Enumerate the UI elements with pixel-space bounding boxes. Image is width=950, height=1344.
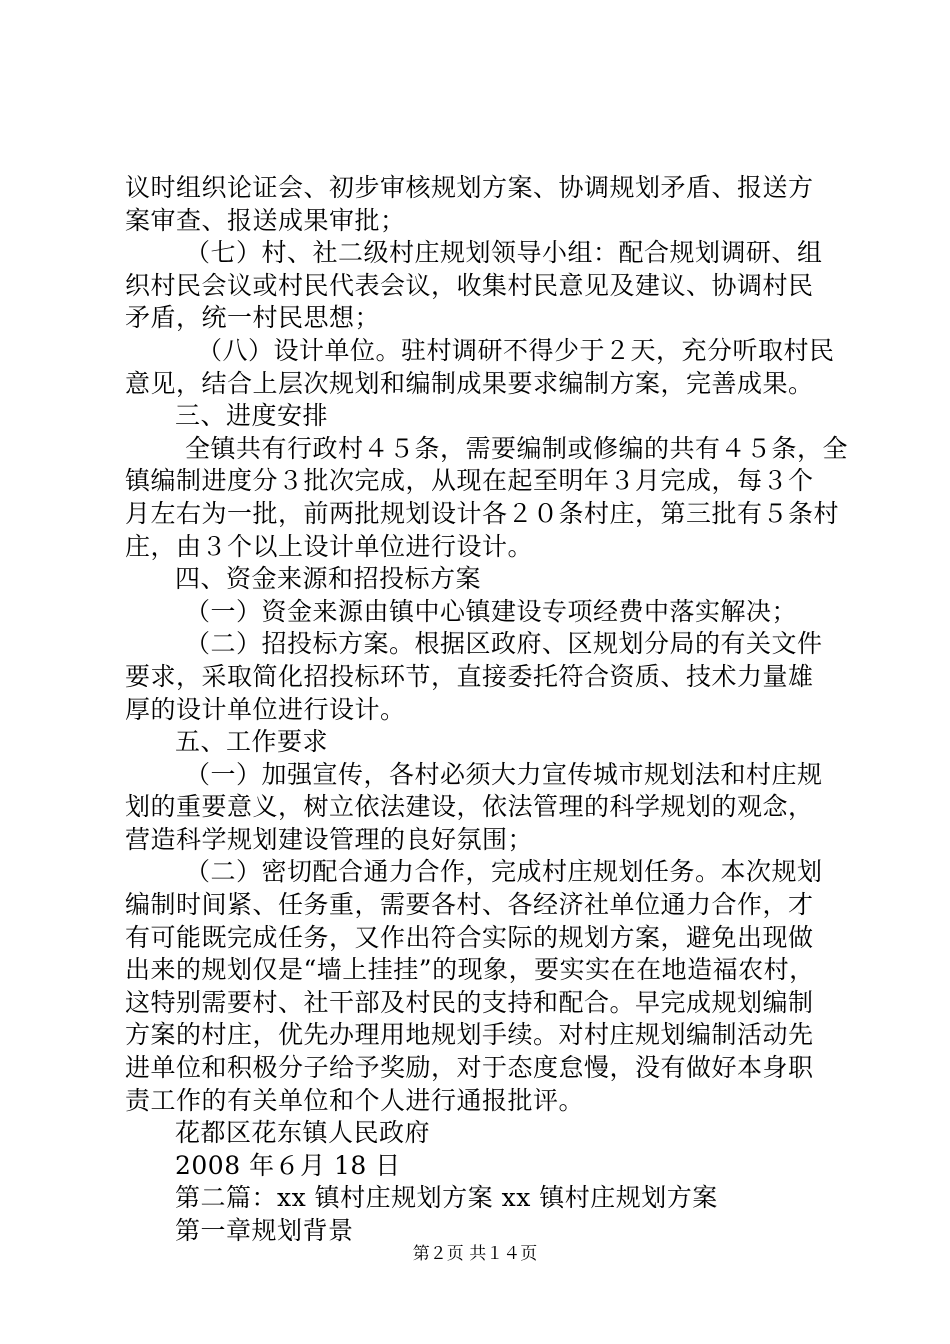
text-line: 进单位和积极分子给予奖励，对于态度怠慢，没有做好本身职 <box>125 1053 814 1083</box>
text-line: 划的重要意义，树立依法建设，依法管理的科学规划的观念， <box>125 792 814 822</box>
text-line: （二）招投标方案。根据区政府、区规划分局的有关文件 <box>185 629 823 659</box>
text-line: （一）加强宣传，各村必须大力宣传城市规划法和村庄规 <box>185 759 823 789</box>
text-line: 厚的设计单位进行设计。 <box>125 694 406 724</box>
text-line: 要求，采取简化招投标环节，直接委托符合资质、技术力量雄 <box>125 661 814 691</box>
text-line: （二）密切配合通力合作，完成村庄规划任务。本次规划 <box>185 857 823 887</box>
text-line: 庄，由３个以上设计单位进行设计。 <box>125 531 534 561</box>
text-line: 编制时间紧、任务重，需要各村、各经济社单位通力合作，才 <box>125 890 814 920</box>
document-body <box>125 172 849 1248</box>
text-line: 方案的村庄，优先办理用地规划手续。对村庄规划编制活动先 <box>125 1020 814 1050</box>
signature-date: 2008 年６月 18 日 <box>175 1150 401 1180</box>
text-line: 这特别需要村、社干部及村民的支持和配合。早完成规划编制 <box>125 987 814 1017</box>
page-footer: 第２页 共１４页 <box>412 1244 538 1264</box>
chapter-heading: 第一章规划背景 <box>175 1216 354 1245</box>
text-line: 营造科学规划建设管理的良好氛围； <box>125 824 534 854</box>
text-line: 出来的规划仅是“墙上挂挂”的现象，要实实在在地造福农村， <box>125 955 815 985</box>
signature-org: 花都区花东镇人民政府 <box>175 1118 431 1148</box>
text-line: 全镇共有行政村４５条，需要编制或修编的共有４５条，全 <box>185 433 849 463</box>
section-heading: 三、进度安排 <box>175 401 329 431</box>
text-line: 矛盾，统一村民思想； <box>125 303 381 333</box>
text-line: 有可能既完成任务，又作出符合实际的规划方案，避免出现做 <box>125 922 814 952</box>
text-line: 案审查、报送成果审批； <box>125 205 406 235</box>
text-line: 月左右为一批，前两批规划设计各２０条村庄，第三批有５条村 <box>125 498 840 528</box>
text-line: （一）资金来源由镇中心镇建设专项经费中落实解决； <box>185 596 798 626</box>
text-line: 织村民会议或村民代表会议，收集村民意见及建议、协调村民 <box>125 270 814 300</box>
text-line: 责工作的有关单位和个人进行通报批评。 <box>125 1085 585 1115</box>
text-line: （八）设计单位。驻村调研不得少于２天，充分听取村民 <box>197 335 835 365</box>
text-line: 镇编制进度分３批次完成，从现在起至明年３月完成，每３个 <box>125 466 814 496</box>
text-line: （七）村、社二级村庄规划领导小组：配合规划调研、组 <box>185 238 823 268</box>
section-heading: 五、工作要求 <box>175 727 329 757</box>
text-line: 意见，结合上层次规划和编制成果要求编制方案，完善成果。 <box>125 368 814 398</box>
section-heading: 四、资金来源和招投标方案 <box>175 564 482 594</box>
chapter-title: 第二篇：xx 镇村庄规划方案 xx 镇村庄规划方案 <box>175 1183 718 1213</box>
text-line: 议时组织论证会、初步审核规划方案、协调规划矛盾、报送方 <box>125 173 814 202</box>
